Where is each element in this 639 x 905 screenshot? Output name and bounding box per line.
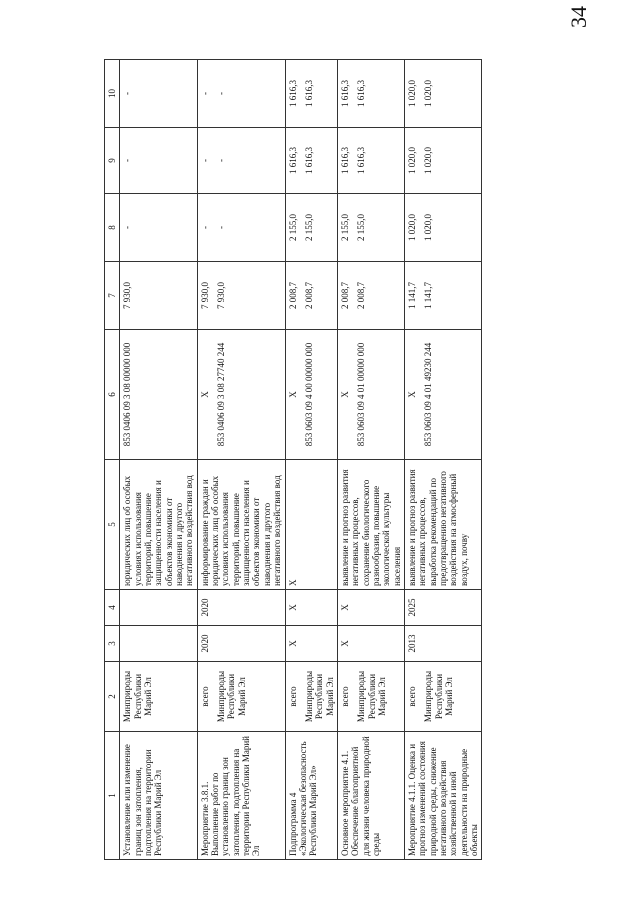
start-year: 2013 [406,634,417,653]
executor-cell [285,662,337,732]
end-year-cell [337,590,404,626]
amount-total: 2 155,0 [339,214,350,241]
amount-total: 2 008,7 [287,282,298,309]
amount-total: 1 616,3 [287,147,298,174]
amount-executor: 1 020,0 [423,214,434,241]
measure-name-cell [337,732,404,860]
budget-code-cell [337,330,404,460]
budget-code-cell [404,330,481,460]
amount-total: 1 020,0 [406,147,417,174]
amount-total: 7 930,0 [199,282,210,309]
header-row [105,60,120,860]
amount-total: 1 616,3 [287,80,298,107]
start-year-cell [197,626,285,662]
executor-total: всего [339,686,350,707]
measure-name: Установление или изменение границ зон затопления, подтопления на территории Республики Марий Эл [122,744,164,856]
header-cell: 5 [105,460,120,590]
expected-result: информирование граждан и юридических лиц об особых условиях использования территорий, повышение защищенности населения и объектов экономики от наводнения и другого негативного воздействия вод [199,475,283,586]
expected-result-cell [404,460,481,590]
start-year: Х [339,640,350,647]
amount-executor: 1 616,3 [356,147,367,174]
budget-code: 853 0406 09 3 08 27740 244 [216,342,227,447]
measure-name-cell [120,732,197,860]
start-year-cell [120,626,197,662]
amount-total: - [199,92,210,95]
amount-executor: 2 008,7 [303,282,314,309]
end-year-cell [285,590,337,626]
measure-name: Мероприятие 3.8.1. Выполнение работ по установлению границ зон затопления, подтопления на территории Республики Марий Эл [199,736,262,856]
executor-cell [120,662,197,732]
amount-cell-c7 [197,262,285,330]
table-body [120,60,482,860]
budget-code-cell [285,330,337,460]
amount-executor: 1 616,3 [303,80,314,107]
measure-name: Основное мероприятие 4.1. Обеспечение благоприятной для жизни человека природной среды [339,736,381,856]
expected-result-cell [337,460,404,590]
expected-result: выявление и прогноз развития негативных процессов, сохранение биологического разнообразия, повышение экологической культуры населения [339,469,402,586]
amount-cell-c9 [285,128,337,194]
table-row [404,60,481,860]
table-row [285,60,337,860]
executor-cell [197,662,285,732]
end-year: 2020 [199,598,210,617]
executor-cell [404,662,481,732]
amount-total: 1 020,0 [406,80,417,107]
header-cell: 2 [105,662,120,732]
expected-result-cell [120,460,197,590]
amount-executor: 1 141,7 [423,282,434,309]
table-row [197,60,285,860]
amount-executor: 7 930,0 [216,282,227,309]
amount-cell-c10 [404,60,481,128]
amount-total: 2 155,0 [287,214,298,241]
budget-code-total: Х [406,391,417,398]
table-row [337,60,404,860]
header-cell: 3 [105,626,120,662]
amount-cell-c10 [197,60,285,128]
program-table [104,59,482,860]
amount-total: 1 616,3 [339,80,350,107]
measure-name: Подпрограмма 4 «Экологическая безопасность Республики Марий Эл» [287,741,319,856]
table-row [120,60,197,860]
budget-code: 853 0603 09 4 01 00000 000 [356,342,367,447]
header-cell: 4 [105,590,120,626]
header-cell: 6 [105,330,120,460]
end-year-cell [120,590,197,626]
amount-total: 1 616,3 [339,147,350,174]
expected-result: выявление и прогноз развития негативных процессов, выработка рекомендаций по предотвращению негативного воздействия на атмосферный воздух, почву [406,469,469,586]
end-year: Х [287,604,298,611]
header-cell: 10 [105,60,120,128]
amount-executor: 2 155,0 [303,214,314,241]
amount-executor: 2 155,0 [356,214,367,241]
amount-total: - [199,226,210,229]
amount-cell-c8 [404,194,481,262]
amount-total: 2 008,7 [339,282,350,309]
start-year-cell [404,626,481,662]
amount-executor: 1 616,3 [356,80,367,107]
executor-total: всего [287,686,298,707]
amount-cell-c7 [337,262,404,330]
end-year: Х [339,604,350,611]
rotated-table-container [104,60,524,860]
amount-total: - [199,159,210,162]
expected-result-cell [285,460,337,590]
budget-code-cell [120,330,197,460]
measure-name-cell [197,732,285,860]
budget-code-total: Х [199,391,210,398]
header-cell: 8 [105,194,120,262]
budget-code-cell [197,330,285,460]
budget-code: 853 0603 09 4 00 00000 000 [303,342,314,447]
page-number: 34 [566,6,591,28]
amount-cell-c8 [120,194,197,262]
start-year-cell [285,626,337,662]
amount-total: 7 930,0 [122,282,133,309]
amount-cell-c8 [337,194,404,262]
amount-total: 1 141,7 [406,282,417,309]
budget-code: 853 0603 09 4 01 49230 244 [423,342,434,447]
header-cell: 9 [105,128,120,194]
start-year: Х [287,640,298,647]
amount-executor: 1 616,3 [303,147,314,174]
expected-result: Х [287,579,298,586]
end-year: 2025 [406,598,417,617]
amount-cell-c9 [337,128,404,194]
expected-result: юридических лиц об особых условиях использования территорий, повышение защищенности населения и объектов экономики от наводнения и другого негативного воздействия вод [122,475,195,586]
expected-result-cell [197,460,285,590]
amount-cell-c9 [404,128,481,194]
amount-executor: 2 008,7 [356,282,367,309]
executor-name: Минприроды Республики Марий Эл [216,670,247,723]
amount-total: - [122,226,133,229]
amount-cell-c9 [120,128,197,194]
amount-cell-c10 [120,60,197,128]
executor-cell [337,662,404,732]
amount-executor: 1 020,0 [423,147,434,174]
amount-cell-c7 [120,262,197,330]
executor-total: всего [199,686,210,707]
executor-name: Минприроды Республики Марий Эл [423,670,454,723]
executor-name: Минприроды Республики Марий Эл [303,670,335,723]
budget-code-total: 853 0406 09 3 08 00000 000 [122,342,133,447]
budget-code-total: Х [339,391,350,398]
budget-code-total: Х [287,391,298,398]
executor-name: Минприроды Республики Марий Эл [356,670,387,723]
executor-total: Минприроды Республики Марий Эл [122,670,154,723]
end-year-cell [404,590,481,626]
amount-cell-c10 [285,60,337,128]
amount-total: - [122,159,133,162]
amount-total: 1 020,0 [406,214,417,241]
amount-cell-c10 [337,60,404,128]
amount-total: - [122,92,133,95]
amount-cell-c7 [285,262,337,330]
measure-name-cell [285,732,337,860]
header-cell: 1 [105,732,120,860]
amount-cell-c8 [197,194,285,262]
amount-cell-c7 [404,262,481,330]
end-year-cell [197,590,285,626]
amount-executor: - [216,159,227,162]
amount-executor: - [216,92,227,95]
amount-executor: - [216,226,227,229]
amount-executor: 1 020,0 [423,80,434,107]
amount-cell-c8 [285,194,337,262]
measure-name: Мероприятие 4.1.1. Оценка и прогноз изменений состояния природной среды, снижение негативного воздействия хозяйственной и иной деятельности на природные объекты [406,741,479,856]
measure-name-cell [404,732,481,860]
header-cell: 7 [105,262,120,330]
executor-total: всего [406,686,417,707]
start-year: 2020 [199,634,210,653]
start-year-cell [337,626,404,662]
amount-cell-c9 [197,128,285,194]
